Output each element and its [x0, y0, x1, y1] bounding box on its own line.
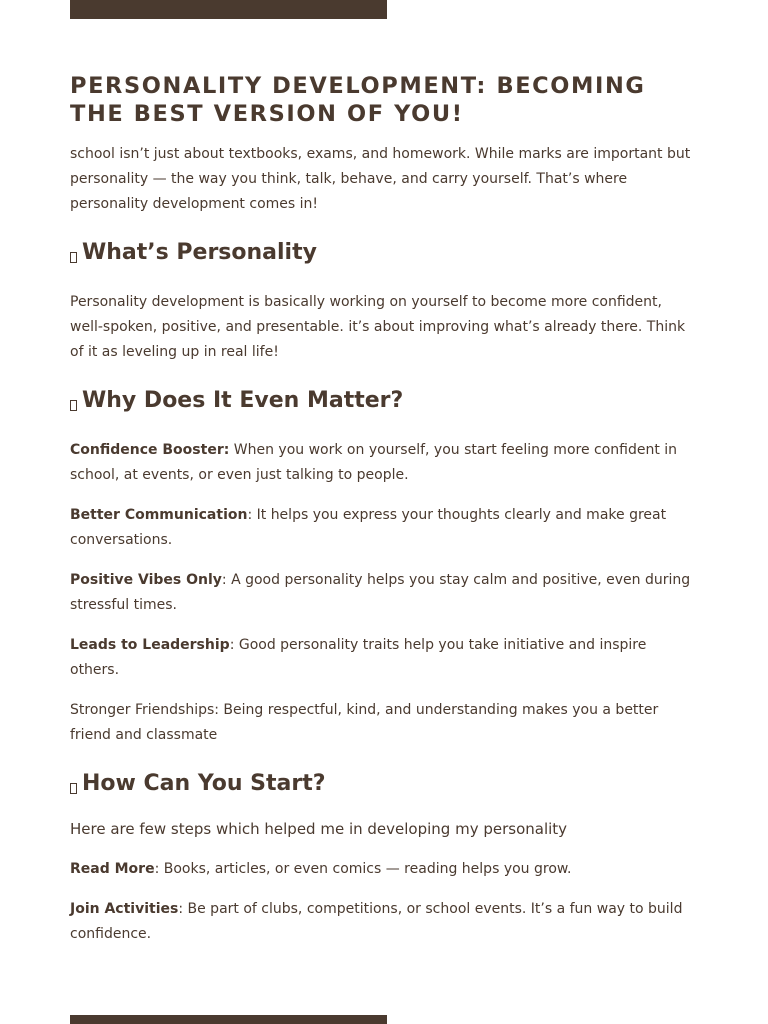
item-text: : Books, articles, or even comics — reading helps you grow.	[154, 861, 572, 877]
item-term: Confidence Booster:	[70, 442, 230, 458]
list-item	[70, 438, 698, 488]
item-text: : Good personality traits help you take initiative and inspire others.	[70, 637, 647, 678]
bottom-decorative-bar	[70, 1015, 387, 1024]
section-heading-text: How Can You Start?	[82, 771, 326, 796]
list-item	[70, 503, 698, 553]
section-heading-whats-personality	[70, 238, 698, 268]
item-text: When you work on yourself, you start feeling more confident in school, at events, or even just talking to people.	[70, 442, 678, 483]
list-item	[70, 568, 698, 618]
list-item	[70, 897, 698, 947]
page-title: PERSONALITY DEVELOPMENT: BECOMING THE BEST VERSION OF YOU!	[70, 73, 646, 127]
section-paragraph: Personality development is basically working on yourself to become more confident, well-spoken, positive, and presentable. it’s about improving what’s already there. Think of it as leveling up in real life!	[70, 294, 686, 360]
section-heading-how-start	[70, 769, 698, 799]
lead-paragraph: Here are few steps which helped me in developing my personality	[70, 820, 568, 838]
closing-paragraph: Stronger Friendships: Being respectful, kind, and understanding makes you a better friend and classmate	[70, 702, 659, 743]
section-heading-text: What’s Personality	[82, 240, 317, 265]
section-heading-text: Why Does It Even Matter?	[82, 388, 404, 413]
list-item	[70, 857, 698, 882]
item-text: : It helps you express your thoughts clearly and make great conversations.	[70, 507, 667, 548]
missing-glyph-icon	[70, 783, 77, 794]
item-term: Join Activities	[70, 901, 179, 917]
list-item	[70, 633, 698, 683]
item-term: Leads to Leadership	[70, 637, 230, 653]
top-decorative-bar	[70, 0, 387, 19]
intro-paragraph: school isn’t just about textbooks, exams, and homework. While marks are important but personality — the way you think, talk, behave, and carry yourself. That’s where personality development comes in!	[70, 146, 691, 212]
missing-glyph-icon	[70, 400, 77, 411]
item-term: Read More	[70, 861, 155, 877]
section-heading-why-matter	[70, 386, 698, 416]
item-text: : Be part of clubs, competitions, or school events. It’s a fun way to build confidence.	[70, 901, 683, 942]
item-term: Positive Vibes Only	[70, 572, 222, 588]
article	[70, 72, 698, 947]
missing-glyph-icon	[70, 252, 77, 263]
item-term: Better Communication	[70, 507, 248, 523]
item-text: : A good personality helps you stay calm and positive, even during stressful times.	[70, 572, 691, 613]
